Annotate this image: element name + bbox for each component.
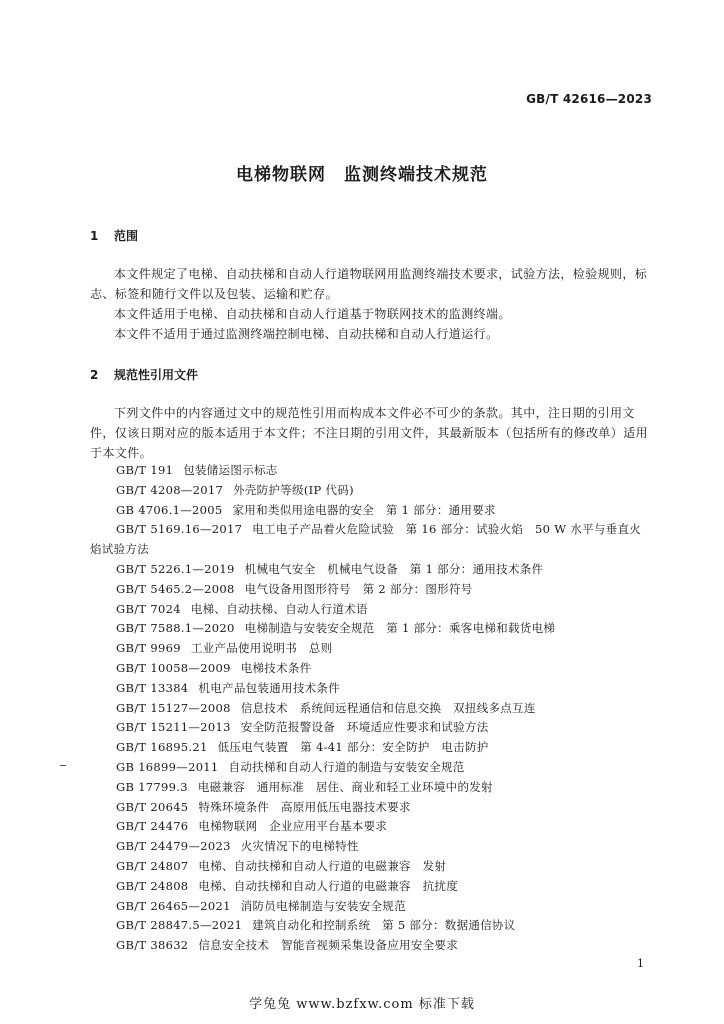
reference-item	[90, 936, 656, 956]
reference-title: 火灾情况下的电梯特性	[240, 839, 359, 854]
reference-title: 包装储运图示标志	[183, 463, 278, 477]
reference-item	[90, 877, 656, 897]
reference-item	[90, 837, 656, 857]
section-2-intro: 下列文件中的内容通过文中的规范性引用而构成本文件必不可少的条款。其中，注日期的引用文件，仅该日期对应的版本适用于本文件；不注日期的引用文件，其最新版本（包括所有的修改单）适用于本文件。	[90, 406, 649, 460]
reference-code: GB/T 5465.2—2008	[116, 581, 235, 596]
document-title: 电梯物联网 监测终端技术规范	[236, 165, 488, 185]
reference-code: GB/T 15211—2013	[116, 720, 231, 735]
section-2-number: 2	[90, 368, 99, 382]
reference-code: GB/T 24808	[116, 878, 189, 893]
reference-item	[90, 461, 656, 481]
reference-title: 机械电气安全 机械电气设备 第 1 部分：通用技术条件	[244, 561, 544, 576]
reference-item	[90, 619, 656, 639]
reference-title: 机电产品包装通用技术条件	[198, 680, 341, 695]
reference-code: GB/T 15127—2008	[116, 700, 231, 715]
reference-code: GB 17799.3	[116, 779, 188, 794]
reference-item	[90, 580, 656, 600]
reference-title: 电梯、自动扶梯和自动人行道的电磁兼容 抗扰度	[198, 878, 459, 893]
reference-item	[90, 738, 656, 758]
section-1-heading	[90, 227, 138, 244]
reference-item	[90, 778, 656, 798]
reference-title: 电气设备用图形符号 第 2 部分：图形符号	[244, 581, 473, 596]
reference-code: GB/T 4208—2017	[116, 482, 224, 497]
reference-item	[90, 699, 656, 719]
reference-item	[90, 758, 656, 778]
margin-mark	[60, 765, 66, 766]
reference-title: 信息安全技术 智能音视频采集设备应用安全要求	[198, 938, 459, 953]
section-1-paragraph-2: 本文件适用于电梯、自动扶梯和自动人行道基于物联网技术的监测终端。	[114, 307, 511, 321]
reference-code: GB/T 7588.1—2020	[116, 621, 235, 636]
standard-code: GB/T 42616—2023	[526, 92, 652, 106]
reference-code: GB/T 5169.16—2017	[116, 522, 243, 537]
reference-item	[90, 679, 656, 699]
reference-item	[90, 897, 656, 917]
reference-title: 电梯、自动扶梯、自动人行道术语	[190, 601, 368, 616]
section-1-number: 1	[90, 229, 99, 243]
reference-title: 信息技术 系统间远程通信和信息交换 双扭线多点互连	[240, 700, 536, 715]
reference-title: 安全防范报警设备 环境适应性要求和试验方法	[240, 720, 489, 735]
reference-code: GB 16899—2011	[116, 759, 219, 774]
reference-title: 建筑自动化和控制系统 第 5 部分：数据通信协议	[252, 918, 516, 933]
reference-title: 外壳防护等级(IP 代码)	[233, 482, 354, 497]
reference-item	[90, 916, 656, 936]
reference-title: 电磁兼容 通用标准 居住、商业和轻工业环境中的发射	[197, 779, 493, 794]
reference-code: GB/T 10058—2009	[116, 660, 231, 675]
section-1-title: 范围	[114, 229, 139, 243]
reference-item	[90, 560, 656, 580]
reference-title: 自动扶梯和自动人行道的制造与安装安全规范	[228, 759, 465, 774]
reference-item	[90, 798, 656, 818]
reference-code: GB/T 20645	[116, 799, 189, 814]
reference-item	[90, 520, 656, 560]
reference-item	[90, 817, 656, 837]
reference-item	[90, 600, 656, 620]
reference-title: 消防员电梯制造与安装安全规范	[240, 898, 406, 913]
section-1-paragraph-1: 本文件规定了电梯、自动扶梯和自动人行道物联网用监测终端技术要求，试验方法，检验规则，标志、标签和随行文件以及包装、运输和贮存。	[90, 267, 648, 301]
reference-code: GB/T 9969	[116, 641, 181, 656]
section-2-heading	[90, 366, 198, 383]
reference-title: 电梯物联网 企业应用平台基本要求	[198, 819, 388, 834]
reference-item	[90, 481, 656, 501]
reference-code: GB 4706.1—2005	[116, 502, 223, 517]
reference-code: GB/T 24479—2023	[116, 839, 231, 854]
reference-title: 电梯、自动扶梯和自动人行道的电磁兼容 发射	[198, 858, 447, 873]
reference-code: GB/T 24476	[116, 819, 189, 834]
reference-item	[90, 857, 656, 877]
reference-list	[90, 461, 656, 956]
reference-code: GB/T 13384	[116, 680, 189, 695]
reference-title: 电工电子产品着火危险试验 第 16 部分：试验火焰 50 W 水平与垂直火	[252, 522, 642, 537]
reference-code: GB/T 5226.1—2019	[116, 561, 235, 576]
reference-item	[90, 659, 656, 679]
reference-code: GB/T 26465—2021	[116, 898, 231, 913]
section-2-title: 规范性引用文件	[114, 368, 199, 382]
reference-title-continuation: 焰试验方法	[90, 542, 149, 557]
reference-item	[90, 501, 656, 521]
reference-title: 电梯制造与安装安全规范 第 1 部分：乘客电梯和载货电梯	[244, 621, 556, 636]
section-1-paragraph-3: 本文件不适用于通过监测终端控制电梯、自动扶梯和自动人行道运行。	[114, 327, 499, 341]
page-number: 1	[637, 957, 644, 970]
reference-item	[90, 639, 656, 659]
reference-code: GB/T 38632	[116, 938, 189, 953]
reference-item	[90, 718, 656, 738]
reference-title: 电梯技术条件	[240, 660, 312, 675]
reference-code: GB/T 16895.21	[116, 740, 208, 755]
reference-title: 低压电气装置 第 4-41 部分：安全防护 电击防护	[217, 740, 489, 755]
reference-code: GB/T 191	[116, 463, 174, 477]
reference-code: GB/T 24807	[116, 858, 189, 873]
reference-title: 特殊环境条件 高原用低压电器技术要求	[198, 799, 411, 814]
reference-code: GB/T 7024	[116, 601, 181, 616]
reference-title: 家用和类似用途电器的安全 第 1 部分：通用要求	[232, 502, 496, 517]
download-footer[interactable]: 学兔兔 www.bzfxw.com 标准下载	[249, 997, 475, 1012]
reference-title: 工业产品使用说明书 总则	[190, 641, 333, 656]
reference-code: GB/T 28847.5—2021	[116, 918, 243, 933]
